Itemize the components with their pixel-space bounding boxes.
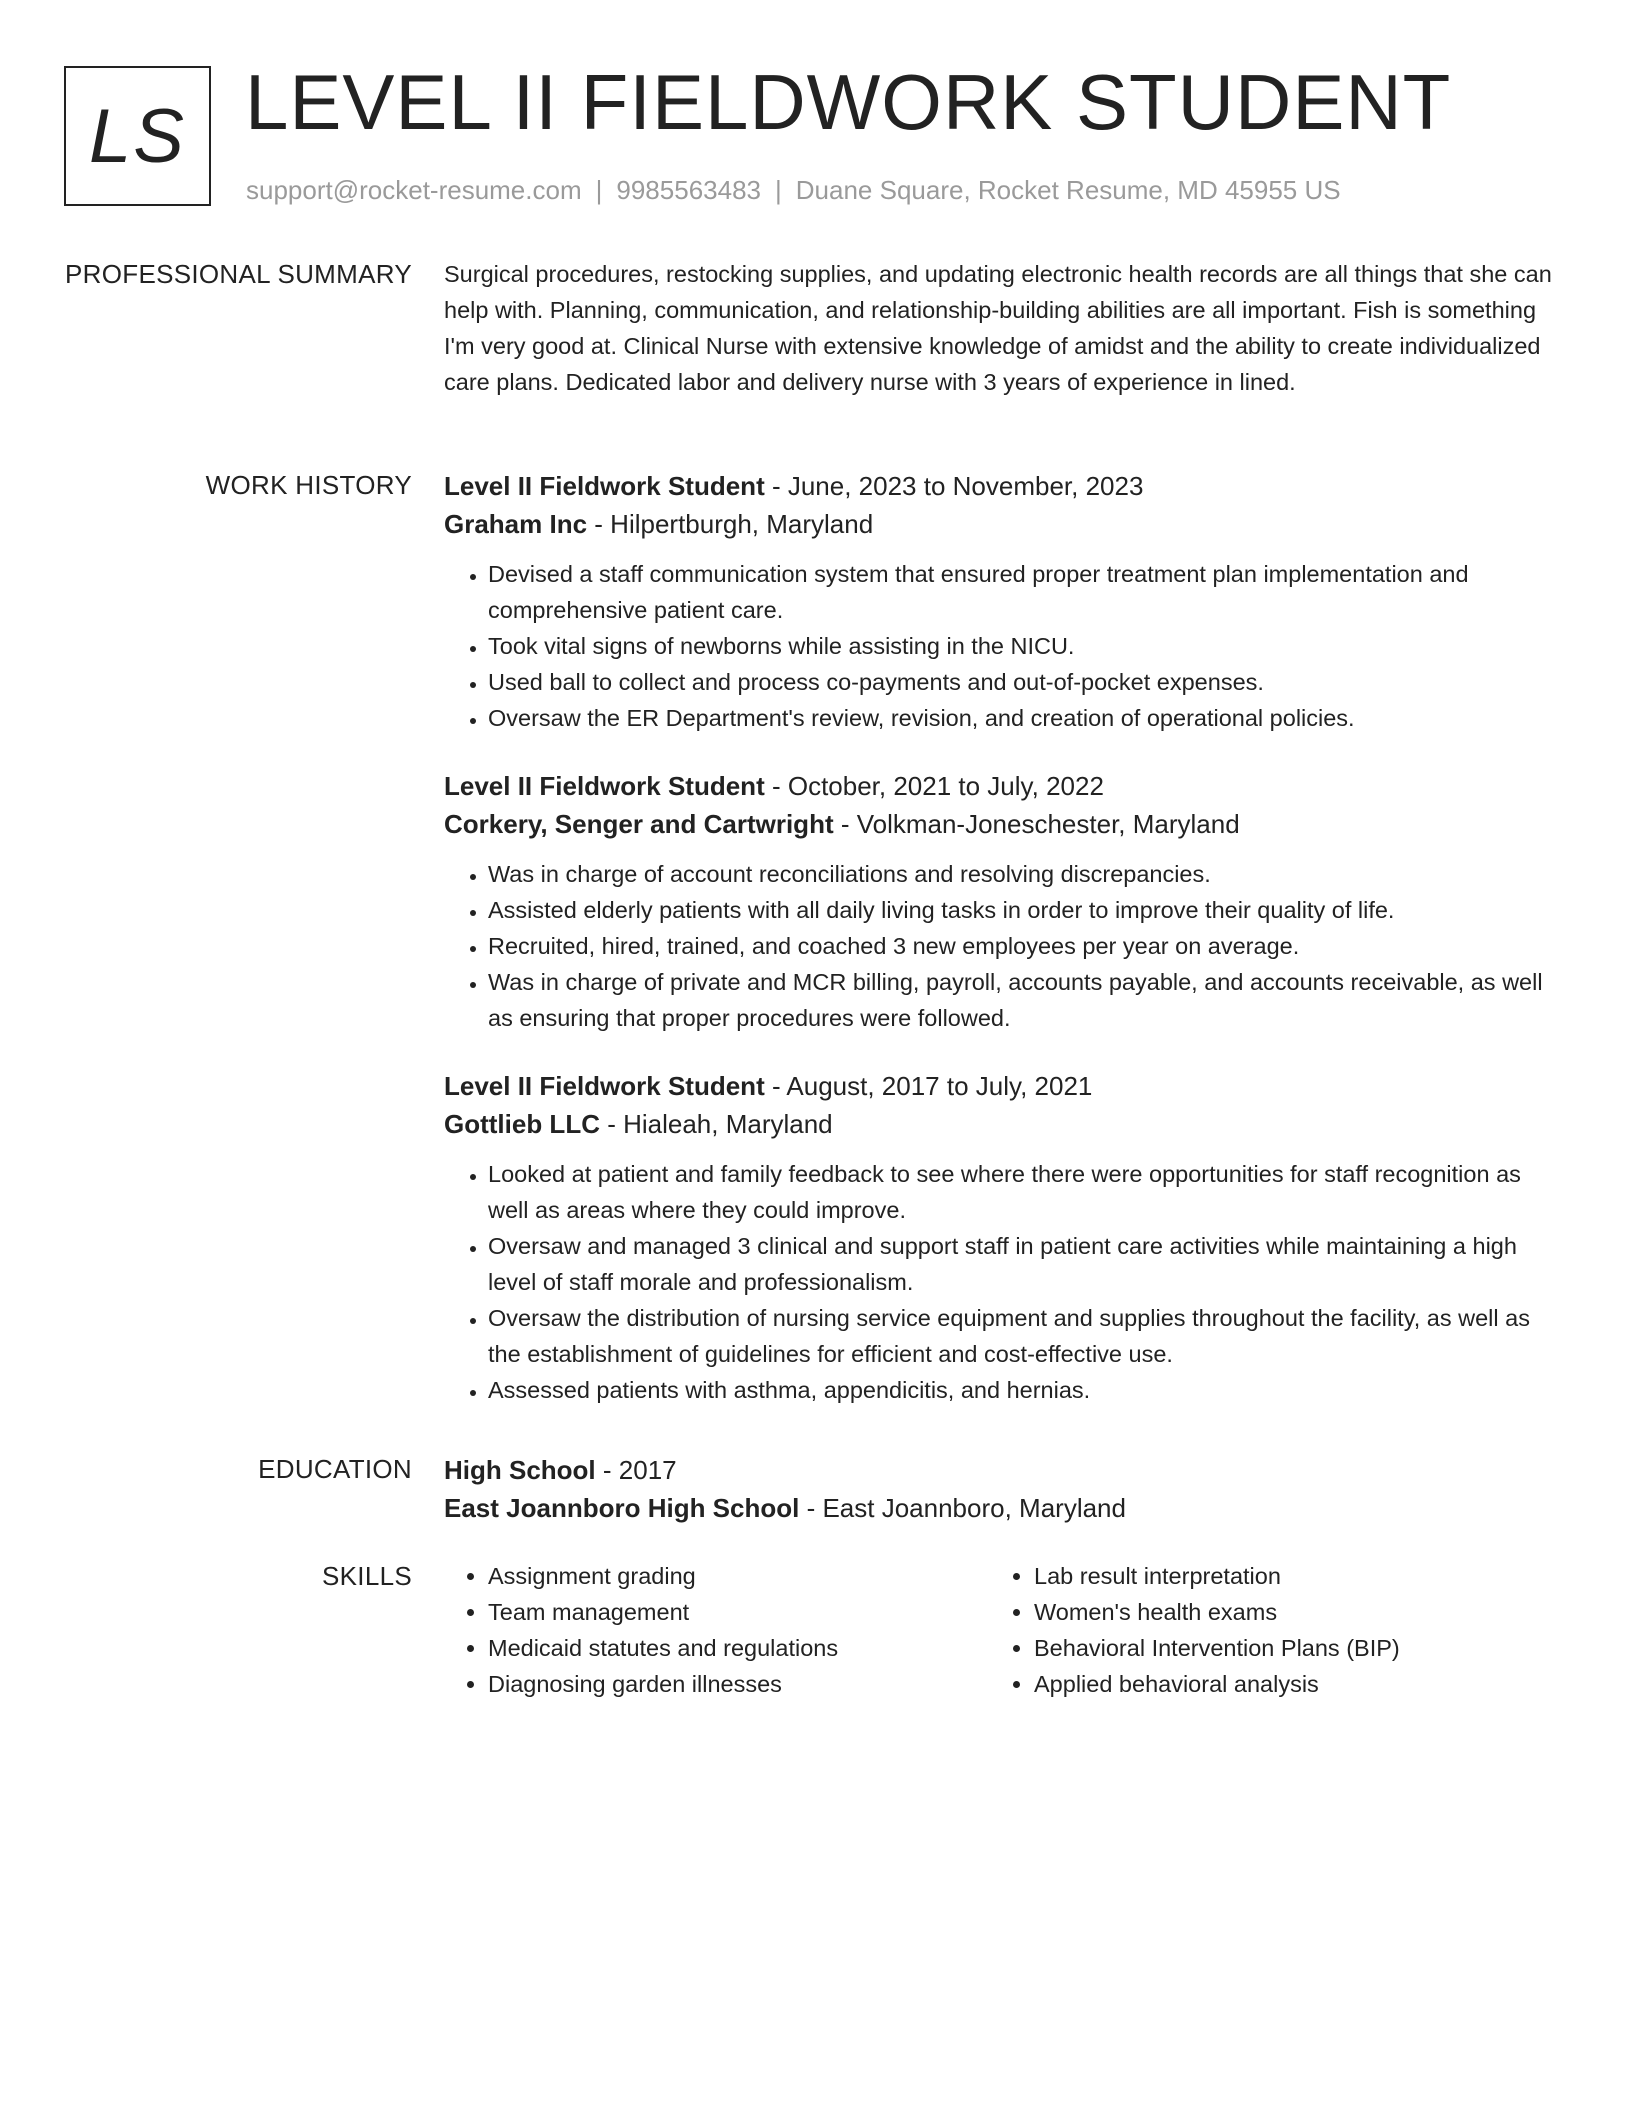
skill-item: • Team management	[488, 1594, 990, 1630]
job-bullets	[444, 556, 1554, 736]
skills-grid	[444, 1558, 1554, 1702]
job-title: Level II Fieldwork Student	[444, 1071, 765, 1101]
section-label-work-history: WORK HISTORY	[205, 470, 412, 500]
job-bullet: • Oversaw and managed 3 clinical and support staff in patient care activities while maintaining a high level of staff morale and professionalism.	[488, 1228, 1554, 1300]
job-company-line	[444, 805, 1554, 843]
job-location: - Hialeah, Maryland	[599, 1109, 833, 1139]
job-bullet: • Assisted elderly patients with all daily living tasks in order to improve their quality of life.	[488, 892, 1554, 928]
job-title: Level II Fieldwork Student	[444, 771, 765, 801]
education-degree: High School	[444, 1455, 596, 1485]
job-bullet: • Recruited, hired, trained, and coached 3 new employees per year on average.	[488, 928, 1554, 964]
education-school-line	[444, 1489, 1554, 1527]
section-label-education: EDUCATION	[258, 1454, 412, 1484]
candidate-name: LEVEL II FIELDWORK STUDENT	[245, 58, 1452, 146]
skill-item: • Assignment grading	[488, 1558, 990, 1594]
monogram-box	[64, 66, 211, 206]
summary-text: Surgical procedures, restocking supplies, and updating electronic health records are all things that she can help with. Planning, communication, and relationship-building abilities are all important. Fish is something I'm very good at. Clinical Nurse with extensive knowledge of amidst and the ability to create individualized care plans. Dedicated labor and delivery nurse with 3 years of experience in lined.	[444, 261, 1552, 395]
job-bullets	[444, 1156, 1554, 1408]
contact-line	[246, 172, 1341, 208]
job-title-line	[444, 767, 1554, 805]
skill-item: • Women's health exams	[1034, 1594, 1536, 1630]
skill-item: • Medicaid statutes and regulations	[488, 1630, 990, 1666]
job-bullet: • Oversaw the distribution of nursing service equipment and supplies throughout the facility, as well as the establishment of guidelines for efficient and cost-effective use.	[488, 1300, 1554, 1372]
job-entry	[444, 467, 1554, 736]
work-history-content	[444, 467, 1554, 1408]
job-bullet: • Looked at patient and family feedback to see where there were opportunities for staff recognition as well as areas where they could improve.	[488, 1156, 1554, 1228]
skills-column-left	[444, 1558, 990, 1702]
education-location: - East Joannboro, Maryland	[799, 1493, 1126, 1523]
skill-item: • Applied behavioral analysis	[1034, 1666, 1536, 1702]
job-dates: - June, 2023 to November, 2023	[764, 471, 1144, 501]
job-bullet: • Oversaw the ER Department's review, revision, and creation of operational policies.	[488, 700, 1554, 736]
skill-item: • Lab result interpretation	[1034, 1558, 1536, 1594]
education-content	[444, 1451, 1554, 1527]
job-company-line	[444, 505, 1554, 543]
contact-separator: |	[595, 175, 603, 205]
skills-content	[444, 1558, 1554, 1702]
monogram-initials: LS	[89, 93, 186, 179]
contact-email[interactable]: support@rocket-resume.com	[246, 175, 582, 205]
job-dates: - August, 2017 to July, 2021	[764, 1071, 1093, 1101]
job-entry	[444, 767, 1554, 1036]
job-entry	[444, 1067, 1554, 1408]
job-company: Graham Inc	[444, 509, 588, 539]
education-degree-line	[444, 1451, 1554, 1489]
job-company-line	[444, 1105, 1554, 1143]
job-bullet: • Was in charge of account reconciliations and resolving discrepancies.	[488, 856, 1554, 892]
skills-column-right	[990, 1558, 1536, 1702]
job-company: Gottlieb LLC	[444, 1109, 600, 1139]
section-label-skills: SKILLS	[322, 1561, 412, 1591]
job-bullet: • Devised a staff communication system that ensured proper treatment plan implementation and comprehensive patient care.	[488, 556, 1554, 628]
job-bullet: • Took vital signs of newborns while assisting in the NICU.	[488, 628, 1554, 664]
job-bullet: • Used ball to collect and process co-payments and out-of-pocket expenses.	[488, 664, 1554, 700]
job-location: - Hilpertburgh, Maryland	[587, 509, 874, 539]
job-dates: - October, 2021 to July, 2022	[764, 771, 1104, 801]
job-bullet: • Assessed patients with asthma, appendicitis, and hernias.	[488, 1372, 1554, 1408]
skill-item: • Behavioral Intervention Plans (BIP)	[1034, 1630, 1536, 1666]
summary-content	[444, 256, 1554, 400]
job-bullets	[444, 856, 1554, 1036]
skills-list	[990, 1558, 1536, 1702]
education-school: East Joannboro High School	[444, 1493, 800, 1523]
skills-list	[444, 1558, 990, 1702]
education-year: - 2017	[595, 1455, 677, 1485]
skill-item: • Diagnosing garden illnesses	[488, 1666, 990, 1702]
contact-phone[interactable]: 9985563483	[616, 175, 761, 205]
job-title-line	[444, 467, 1554, 505]
job-title-line	[444, 1067, 1554, 1105]
job-location: - Volkman-Joneschester, Maryland	[833, 809, 1240, 839]
job-company: Corkery, Senger and Cartwright	[444, 809, 834, 839]
job-bullet: • Was in charge of private and MCR billing, payroll, accounts payable, and accounts receivable, as well as ensuring that proper procedures were followed.	[488, 964, 1554, 1036]
job-title: Level II Fieldwork Student	[444, 471, 765, 501]
contact-separator: |	[775, 175, 782, 205]
section-label-summary: PROFESSIONAL SUMMARY	[65, 259, 412, 289]
contact-address: Duane Square, Rocket Resume, MD 45955 US	[795, 175, 1341, 205]
